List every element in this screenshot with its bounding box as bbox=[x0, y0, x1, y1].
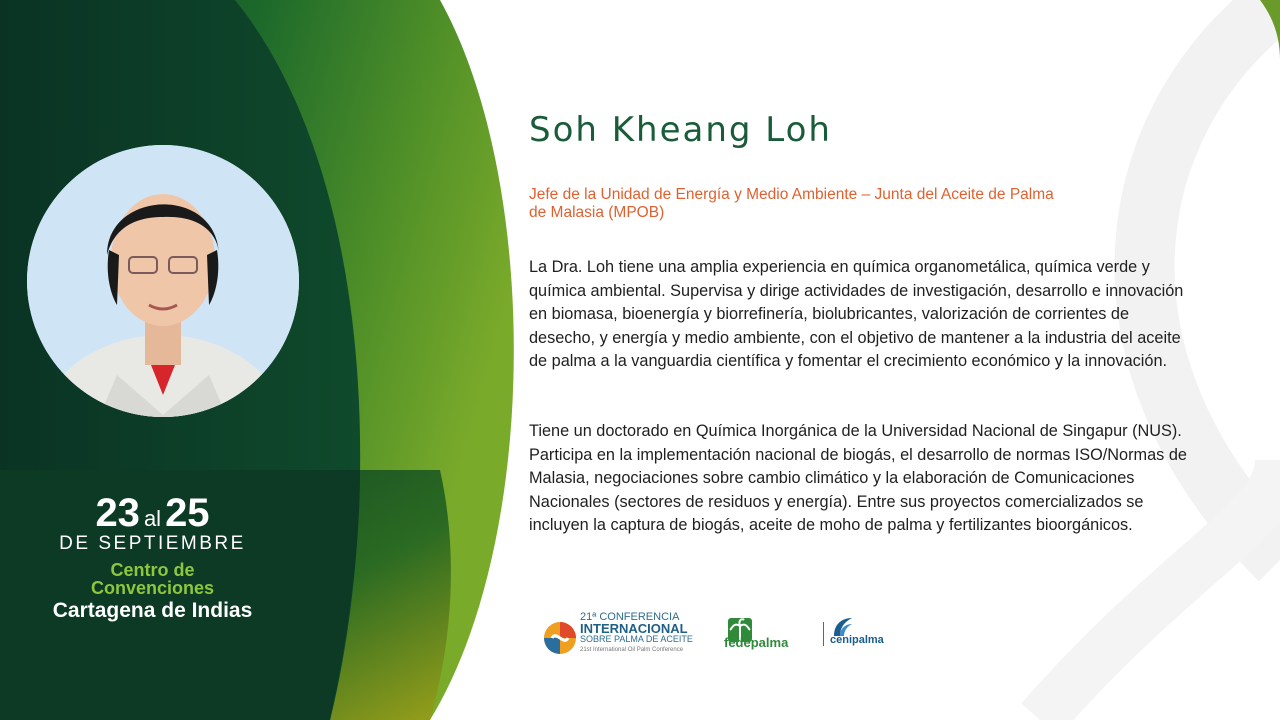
conference-logo-line-3: SOBRE PALMA DE ACEITE bbox=[580, 634, 693, 644]
fedepalma-logo: fedepalma bbox=[724, 635, 789, 650]
sponsor-logos bbox=[540, 610, 920, 665]
conference-emblem-icon bbox=[542, 620, 578, 656]
speaker-bio-paragraph-2: Tiene un doctorado en Química Inorgánica de la Universidad Nacional de Singapur (NUS). Participa en la implementación nacional de biogás, el desarrollo de normas ISO/Normas de Malasia, negociaciones sobre cambio climático y la elaboración de Comunicaciones Nacionales (sectores de residuos y energía). Entre sus proyectos comercializados se incluyen la captura de biogás, aceite de moho de palma y fertilizantes bioorgánicos. bbox=[529, 422, 1187, 534]
speaker-bio-paragraph-1: La Dra. Loh tiene una amplia experiencia en química organometálica, química verde y química ambiental. Supervisa y dirige actividades de investigación, desarrollo e innovación en biomasa, bioenergía y biorrefinería, biolubricantes, valorización de corrientes de desecho, y energía y medio ambiente, con el objetivo de mantener a la industria del aceite de palma a la vanguardia científica y fomentar el crecimiento económico y la innovación. bbox=[529, 258, 1184, 370]
speaker-role: Jefe de la Unidad de Energía y Medio Ambiente – Junta del Aceite de Palma de Malasia (MPOB) bbox=[529, 186, 1054, 221]
conference-logo-line-2: INTERNACIONAL bbox=[580, 621, 688, 636]
conference-logo-line-4: 21st International Oil Palm Conference bbox=[580, 647, 684, 653]
venue-line-2: Convenciones bbox=[90, 578, 215, 598]
speaker-name: Soh Kheang Loh bbox=[529, 110, 832, 150]
event-city: Cartagena de Indias bbox=[52, 599, 253, 622]
conference-logo bbox=[540, 610, 710, 665]
speaker-photo bbox=[27, 145, 299, 417]
conference-logo-line-1: 21ª CONFERENCIA bbox=[580, 611, 680, 623]
event-venue bbox=[0, 561, 305, 597]
cenipalma-logo: cenipalma bbox=[830, 634, 884, 646]
venue-line-1: Centro de bbox=[110, 560, 195, 580]
event-month: DE SEPTIEMBRE bbox=[59, 533, 246, 554]
date-start: 23 bbox=[95, 491, 140, 535]
date-end: 25 bbox=[165, 491, 210, 535]
logo-separator bbox=[823, 622, 824, 646]
date-connector: al bbox=[143, 506, 162, 531]
